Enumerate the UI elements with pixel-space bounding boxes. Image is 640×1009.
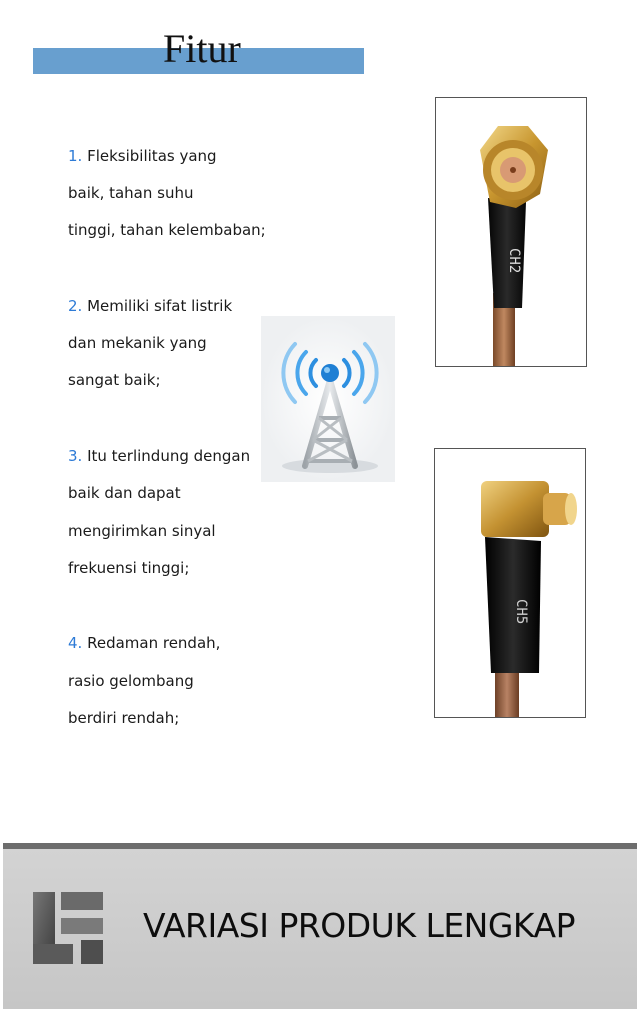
feature-1-line-2: baik, tahan suhu (68, 184, 194, 202)
signal-tower-icon (261, 316, 395, 482)
feature-4-line-3: berdiri rendah; (68, 709, 180, 727)
feature-2-line-2: dan mekanik yang (68, 334, 207, 352)
connector2-label: CH5 (513, 599, 529, 625)
feature-1-line-3: tinggi, tahan kelembaban; (68, 221, 266, 239)
feature-4-line-1: 4. Redaman rendah, (68, 634, 221, 652)
feature-2-line-1: 2. Memiliki sifat listrik (68, 297, 233, 315)
connector1-label: CH2 (506, 248, 522, 274)
feature-4-line-2: rasio gelombang (68, 672, 194, 690)
connector-photo-ch2 (435, 97, 587, 367)
footer-banner-text: VARIASI PRODUK LENGKAP (143, 906, 575, 945)
feature-3-line-2: baik dan dapat (68, 484, 181, 502)
feature-1-line-1: 1. Fleksibilitas yang (68, 147, 217, 165)
feature-3-line-3: mengirimkan sinyal (68, 522, 216, 540)
brand-logo-icon (33, 892, 103, 964)
feature-3-line-1: 3. Itu terlindung dengan (68, 447, 251, 465)
page-title: Fitur (163, 26, 241, 71)
feature-3-line-4: frekuensi tinggi; (68, 559, 190, 577)
feature-2-line-3: sangat baik; (68, 371, 161, 389)
connector-photo-ch5 (434, 448, 586, 718)
